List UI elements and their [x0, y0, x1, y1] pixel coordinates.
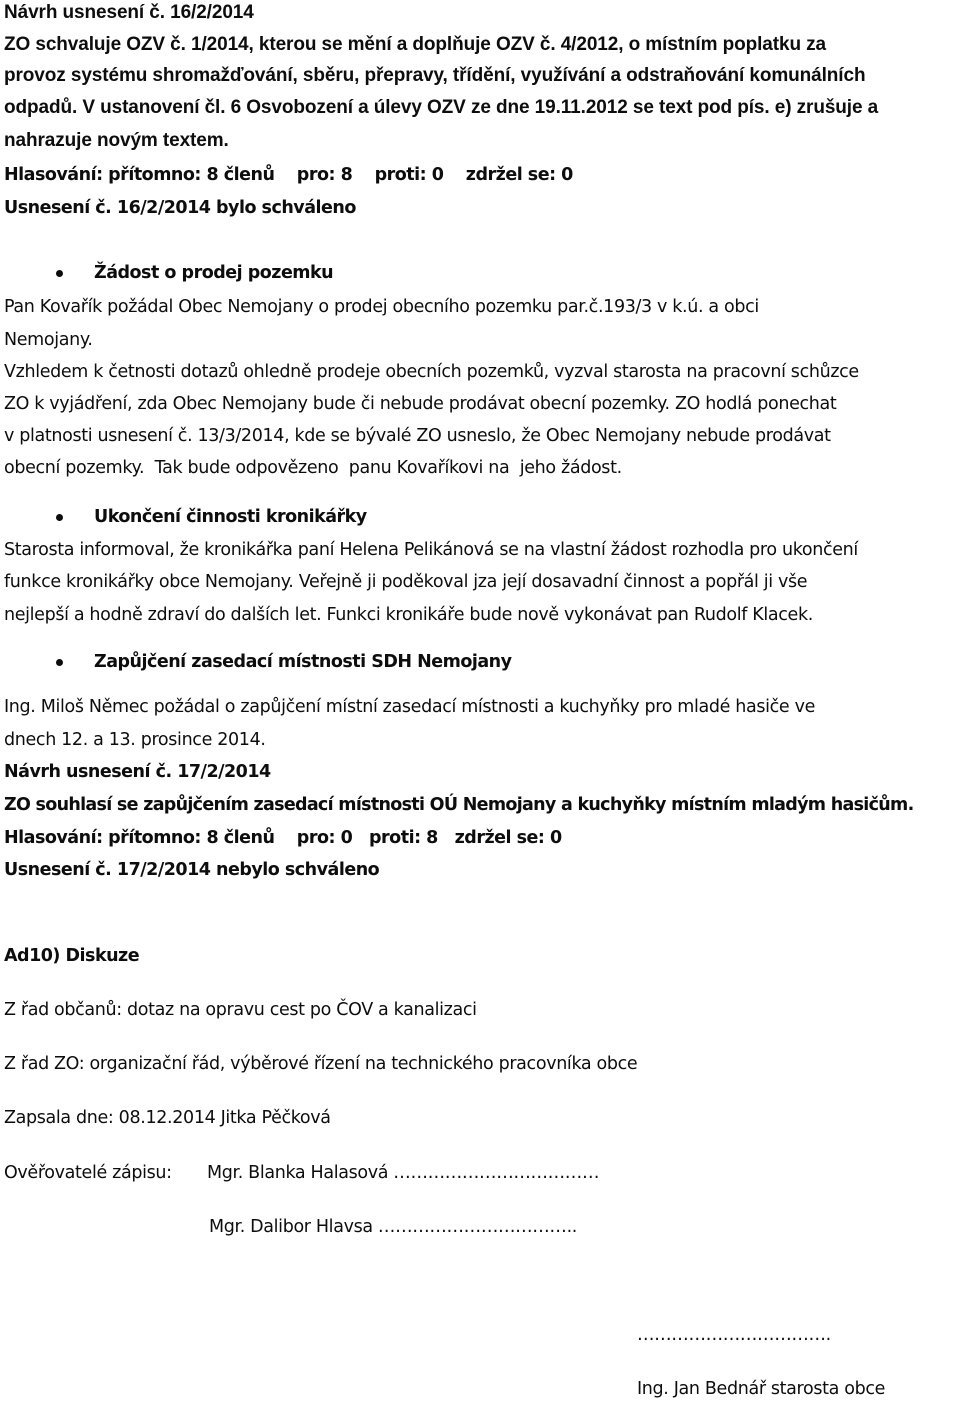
motion-17-result: Usnesení č. 17/2/2014 nebylo schváleno	[4, 860, 380, 880]
section-room-line: Ing. Miloš Němec požádal o zapůjčení místní zasedací místnosti a kuchyňky pro mladé hasiče ve	[4, 697, 815, 717]
motion-16-text-line: nahrazuje novým textem.	[4, 130, 229, 151]
motion-16-text-line: odpadů. V ustanovení čl. 6 Osvobození a úlevy OZV ze dne 19.11.2012 se text pod pís. e) zrušuje a	[4, 97, 879, 118]
section-sale-heading: Žádost o prodej pozemku	[94, 263, 334, 283]
section-chronicler-line: nejlepší a hodně zdraví do dalších let. Funkci kronikáře bude nově vykonávat pan Rudolf Klacek.	[4, 605, 813, 625]
verifier-2-signature-line: Mgr. Dalibor Hlavsa ……………………………..	[209, 1217, 577, 1237]
section-chronicler-line: Starosta informoval, že kronikářka paní Helena Pelikánová se na vlastní žádost rozhodla pro ukončení	[4, 540, 858, 560]
motion-17-title: Návrh usnesení č. 17/2/2014	[4, 762, 271, 782]
verifiers-label: Ověřovatelé zápisu:	[4, 1163, 172, 1183]
motion-16-text-line: provoz systému shromažďování, sběru, přepravy, třídění, využívání a odstraňování komunálních	[4, 65, 866, 86]
section-sale-line: obecní pozemky. Tak bude odpovězeno panu Kovaříkovi na jeho žádost.	[4, 458, 622, 478]
discussion-citizens: Z řad občanů: dotaz na opravu cest po ČOV a kanalizaci	[4, 1000, 477, 1020]
motion-17-vote: Hlasování: přítomno: 8 členů pro: 0 proti: 8 zdržel se: 0	[4, 828, 562, 848]
section-chronicler-heading: Ukončení činnosti kronikářky	[94, 507, 367, 527]
motion-17-text: ZO souhlasí se zapůjčením zasedací místnosti OÚ Nemojany a kuchyňky místním mladým hasičům.	[4, 795, 914, 815]
verifier-1-signature-line: Mgr. Blanka Halasová ………………………………	[207, 1163, 600, 1183]
recorded-by: Zapsala dne: 08.12.2014 Jitka Pěčková	[4, 1108, 331, 1128]
bullet-icon	[56, 659, 63, 666]
section-sale-line: Nemojany.	[4, 330, 93, 350]
motion-16-vote: Hlasování: přítomno: 8 členů pro: 8 proti: 0 zdržel se: 0	[4, 165, 573, 185]
motion-16-title: Návrh usnesení č. 16/2/2014	[4, 2, 254, 23]
discussion-council: Z řad ZO: organizační řád, výběrové řízení na technického pracovníka obce	[4, 1054, 638, 1074]
section-room-line: dnech 12. a 13. prosince 2014.	[4, 730, 266, 750]
mayor-signature: Ing. Jan Bednář starosta obce	[637, 1379, 886, 1399]
discussion-heading: Ad10) Diskuze	[4, 946, 140, 966]
mayor-signature-dots: …………………………….	[637, 1325, 831, 1345]
bullet-icon	[56, 270, 63, 277]
bullet-icon	[56, 514, 63, 521]
motion-16-result: Usnesení č. 16/2/2014 bylo schváleno	[4, 198, 356, 218]
section-room-heading: Zapůjčení zasedací místnosti SDH Nemojany	[94, 652, 512, 672]
section-sale-line: Pan Kovařík požádal Obec Nemojany o prodej obecního pozemku par.č.193/3 v k.ú. a obci	[4, 297, 759, 317]
section-chronicler-line: funkce kronikářky obce Nemojany. Veřejně ji poděkoval jza její dosavadní činnost a popřál ji vše	[4, 572, 808, 592]
motion-16-text-line: ZO schvaluje OZV č. 1/2014, kterou se mění a doplňuje OZV č. 4/2012, o místním poplatku za	[4, 34, 826, 55]
section-sale-line: Vzhledem k četnosti dotazů ohledně prodeje obecních pozemků, vyzval starosta na pracovní schůzce	[4, 362, 859, 382]
section-sale-line: ZO k vyjádření, zda Obec Nemojany bude či nebude prodávat obecní pozemky. ZO hodlá ponechat	[4, 394, 837, 414]
section-sale-line: v platnosti usnesení č. 13/3/2014, kde se bývalé ZO usneslo, že Obec Nemojany nebude prodávat	[4, 426, 831, 446]
